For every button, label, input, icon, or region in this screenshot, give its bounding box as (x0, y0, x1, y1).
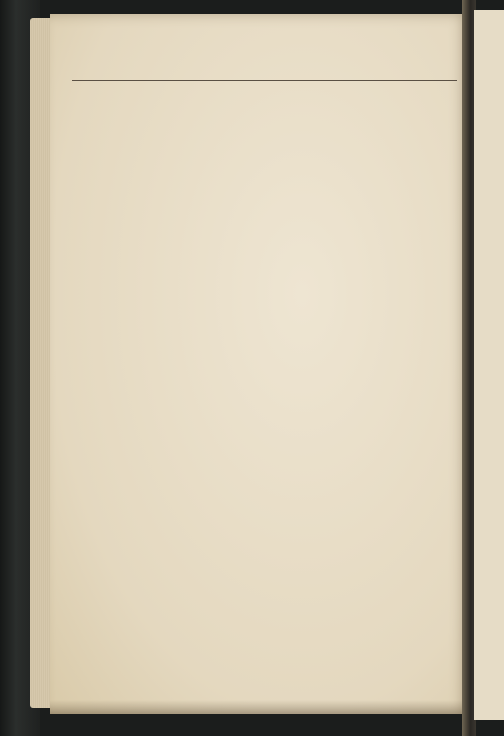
header-rule (72, 80, 457, 81)
left-page (50, 14, 470, 714)
page-header (72, 53, 457, 79)
page-shadow (50, 700, 470, 714)
right-page-edge (474, 10, 504, 720)
page-footer (100, 668, 455, 686)
